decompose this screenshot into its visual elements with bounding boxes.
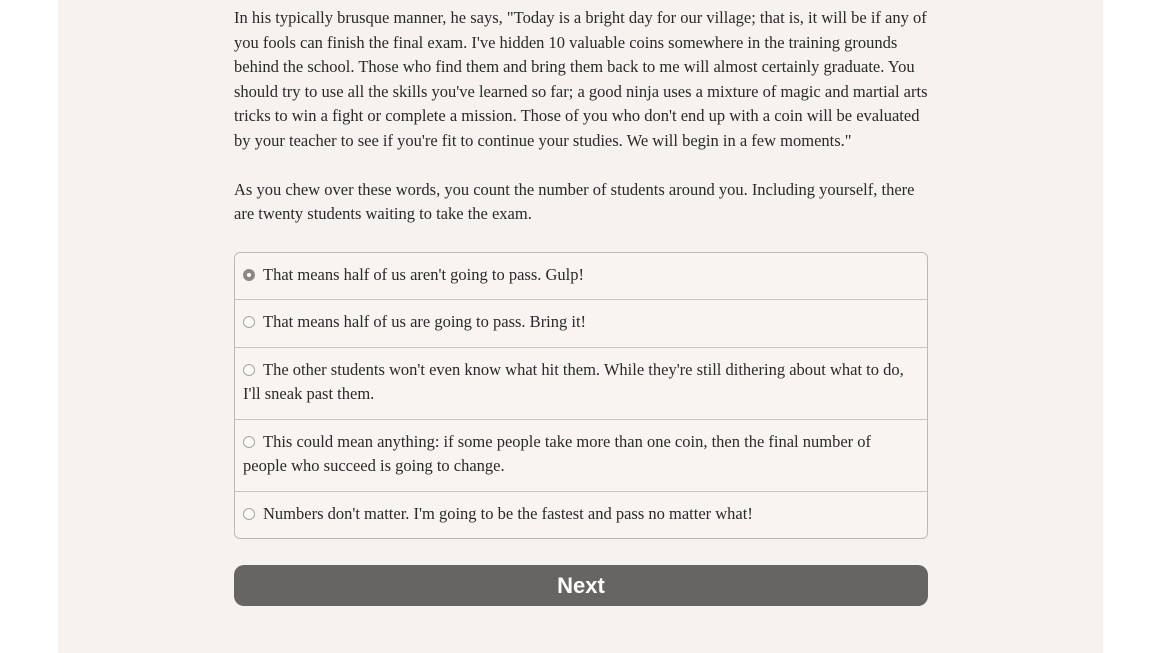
choice-option-5[interactable] [235,491,927,539]
choice-option-1[interactable] [235,253,927,300]
radio-button[interactable] [243,508,255,520]
story-paragraph: In his typically brusque manner, he says, "Today is a bright day for our village; that is, it will be if any of you fools can finish the final exam. I've hidden 10 valuable coins somewhere in the training grounds behind the school. Those who find them and bring them back to me will almost certainly graduate. You should try to use all the skills you've learned so far; a good ninja uses a mixture of magic and martial arts tricks to win a fight or complete a mission. Those of you who don't end up with a coin will be evaluated by your teacher to see if you're fit to continue your studies. We will begin in a few moments." [234,8,928,150]
page-background [58,0,1103,653]
radio-button-selected[interactable] [243,269,255,281]
story-content [234,6,928,606]
radio-button[interactable] [243,316,255,328]
radio-button[interactable] [243,436,255,448]
radio-button[interactable] [243,364,255,376]
choice-label: Numbers don't matter. I'm going to be the fastest and pass no matter what! [263,503,753,523]
choice-option-3[interactable] [235,347,927,419]
choice-option-2[interactable] [235,299,927,347]
choice-label: That means half of us aren't going to pass. Gulp! [263,264,584,284]
choice-option-4[interactable] [235,419,927,491]
choice-label: That means half of us are going to pass. Bring it! [263,312,587,331]
next-button[interactable]: Next [234,565,928,606]
choice-label: This could mean anything: if some people take more than one coin, then the final number of people who succeed is going to change. [243,431,872,475]
choice-label: The other students won't even know what hit them. While they're still dithering about what to do, I'll sneak past them. [243,359,904,403]
story-paragraph: As you chew over these words, you count the number of students around you. Including yourself, there are twenty students waiting to take the exam. [234,179,915,223]
choice-list [234,252,928,540]
